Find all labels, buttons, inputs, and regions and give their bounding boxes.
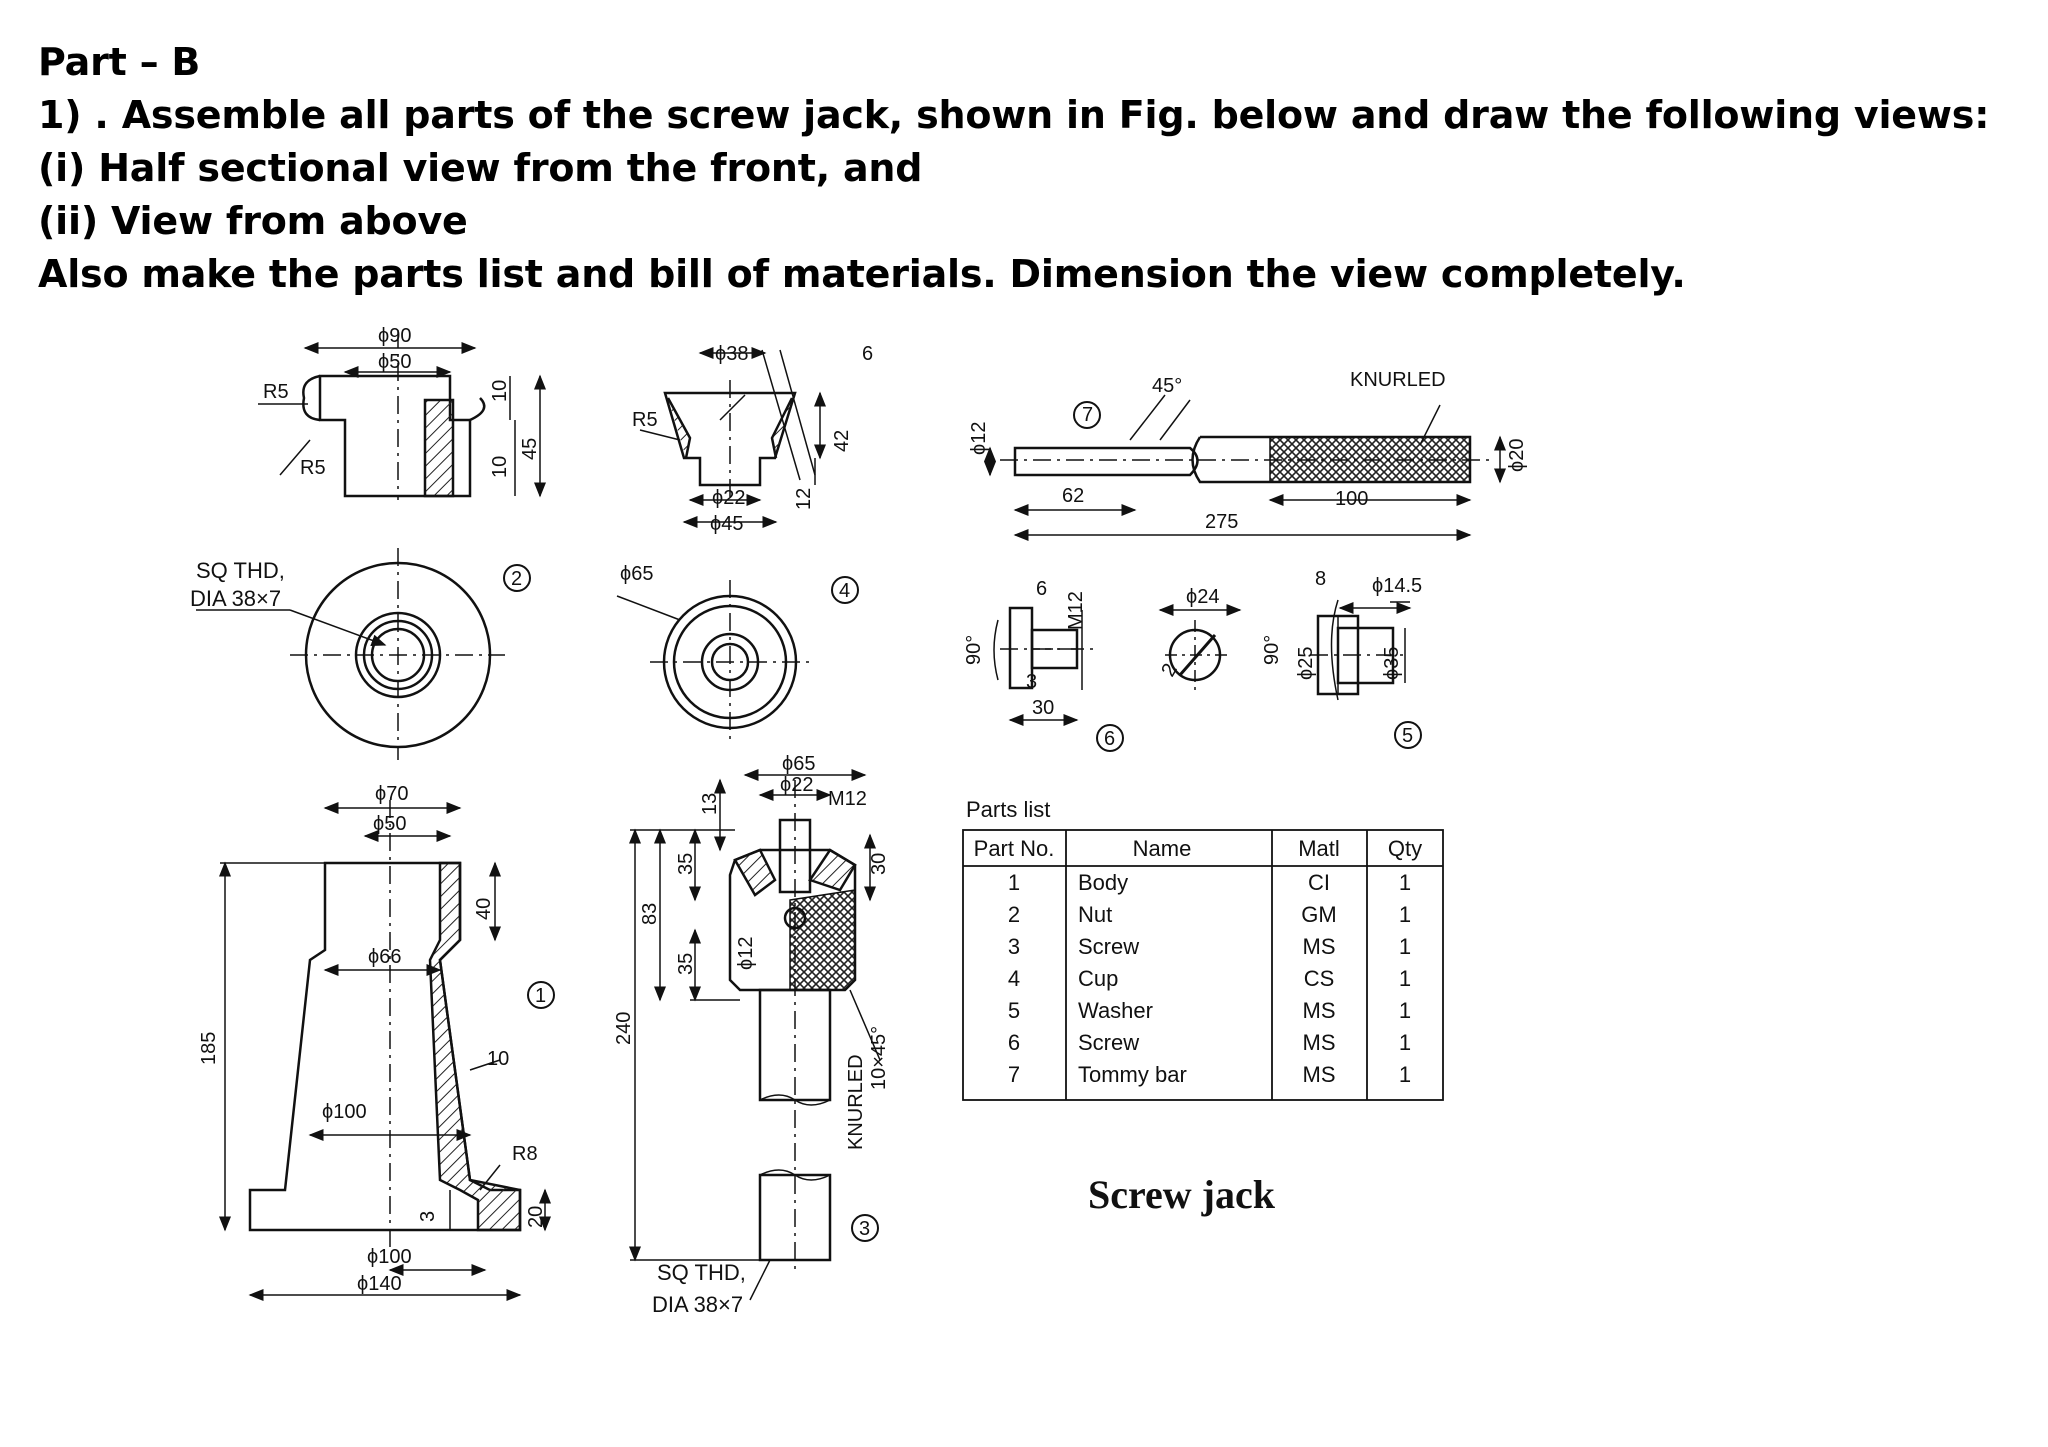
cell-matl: MS (1302, 998, 1336, 1023)
set-screw-labels (963, 578, 1219, 750)
screw6-dim-m12: M12 (1065, 591, 1087, 630)
cup-dim-h12: 12 (793, 487, 815, 510)
question-line-4: Also make the parts list and bill of materials. Dimension the view completely. (38, 252, 1686, 296)
part-number-4: 4 (839, 580, 851, 602)
cell-part-no: 3 (1007, 934, 1021, 959)
body-dim-h185: 185 (198, 1031, 220, 1065)
cell-name: Screw (1078, 934, 1140, 959)
table-row (1008, 902, 1411, 927)
body-dim-d50: ϕ50 (373, 813, 407, 835)
body-dim-t3: 3 (417, 1210, 439, 1222)
screw-dim-h240: 240 (613, 1011, 635, 1045)
bar-dim-l100: 100 (1335, 488, 1369, 510)
washer-dim-d25: ϕ25 (1295, 646, 1317, 680)
col-header-name: Name (1132, 836, 1192, 861)
cell-part-no: 4 (1007, 966, 1021, 991)
nut-dim-h45: 45 (519, 437, 541, 460)
nut-dim-h10a: 10 (489, 379, 511, 402)
cell-name: Nut (1078, 902, 1113, 927)
table-row (1008, 870, 1411, 895)
cell-matl: CI (1308, 870, 1330, 895)
part-heading: Part – B (38, 40, 201, 84)
screw-labels (613, 753, 890, 1317)
cell-qty: 1 (1398, 1062, 1412, 1087)
cell-matl: CS (1303, 966, 1335, 991)
bar-knurled-label: KNURLED (1350, 369, 1446, 391)
nut-dim-r5a: R5 (263, 381, 289, 403)
washer-dim-a90: 90° (1261, 634, 1283, 665)
cell-part-no: 6 (1007, 1030, 1021, 1055)
nut-dim-d50: ϕ50 (378, 351, 412, 373)
part-number-6: 6 (1104, 728, 1116, 750)
cell-name: Tommy bar (1078, 1062, 1187, 1087)
cell-qty: 1 (1398, 1030, 1412, 1055)
body-dim-d70: ϕ70 (375, 783, 409, 805)
part-number-1: 1 (535, 985, 547, 1007)
cup-dim-d65: ϕ65 (620, 563, 654, 585)
screw-thread-label-2: DIA 38×7 (652, 1292, 744, 1317)
screw6-dim-t3: 3 (1026, 671, 1038, 693)
nut-thread-label-2: DIA 38×7 (190, 586, 282, 611)
question-line-1: 1) . Assemble all parts of the screw jack, shown in Fig. below and draw the following views: (38, 93, 1990, 137)
screw-thread-label-1: SQ THD, (657, 1260, 746, 1285)
body-dim-d100b: ϕ100 (367, 1246, 412, 1268)
screw-dim-d65: ϕ65 (782, 753, 816, 775)
cup-labels (620, 343, 873, 602)
cup-dim-d22: ϕ22 (712, 487, 746, 509)
nut-dim-d90: ϕ90 (378, 325, 412, 347)
body-dim-d140: ϕ140 (357, 1273, 402, 1295)
col-header-part-no: Part No. (973, 836, 1055, 861)
bar-dim-d12: ϕ12 (968, 421, 990, 455)
nut-dim-h10b: 10 (489, 455, 511, 478)
cell-part-no: 1 (1007, 870, 1021, 895)
cell-matl: MS (1302, 1062, 1336, 1087)
screw-dim-h13: 13 (699, 792, 721, 815)
washer-dim-t8: 8 (1315, 568, 1327, 590)
cell-part-no: 5 (1007, 998, 1021, 1023)
bar-dim-d20: ϕ20 (1506, 438, 1528, 472)
bar-dim-l62: 62 (1062, 485, 1085, 507)
body-dim-h40: 40 (473, 897, 495, 920)
screw-dim-chamfer: 10×45° (868, 1025, 890, 1090)
question-line-3: (ii) View from above (38, 199, 468, 243)
question-line-2: (i) Half sectional view from the front, and (38, 146, 923, 190)
part-number-7: 7 (1082, 404, 1094, 426)
cup-dim-r5: R5 (632, 409, 658, 431)
table-row (1008, 1030, 1411, 1055)
table-row (1008, 1062, 1411, 1087)
cell-matl: GM (1301, 902, 1337, 927)
nut-dim-r5b: R5 (300, 457, 326, 479)
cup-dim-h42: 42 (831, 429, 853, 452)
tommy-bar-drawing (990, 395, 1500, 535)
screw-dim-h35b: 35 (675, 952, 697, 975)
screw-dim-m12: M12 (828, 788, 867, 810)
part-number-5: 5 (1402, 725, 1414, 747)
bar-dim-l275: 275 (1205, 511, 1239, 533)
figure-caption: Screw jack (1088, 1172, 1275, 1217)
parts-list (963, 797, 1443, 1100)
cell-qty: 1 (1398, 902, 1412, 927)
cell-part-no: 2 (1007, 902, 1021, 927)
cell-name: Cup (1078, 966, 1119, 991)
screw6-dim-d24: ϕ24 (1186, 586, 1220, 608)
screw-dim-h83: 83 (639, 902, 661, 925)
cell-qty: 1 (1398, 870, 1412, 895)
cell-name: Screw (1078, 1030, 1140, 1055)
cup-dim-d38: ϕ38 (715, 343, 749, 365)
washer-labels (1261, 568, 1422, 747)
cell-part-no: 7 (1007, 1062, 1021, 1087)
nut-thread-label-1: SQ THD, (196, 558, 285, 583)
part-number-2: 2 (511, 568, 523, 590)
table-row (1008, 998, 1411, 1023)
screw-dim-h30: 30 (868, 852, 890, 875)
cell-matl: MS (1302, 1030, 1336, 1055)
screw6-dim-l30: 30 (1032, 697, 1055, 719)
table-row (1008, 934, 1411, 959)
screw-dim-h35a: 35 (675, 852, 697, 875)
col-header-matl: Matl (1298, 836, 1340, 861)
cell-matl: MS (1302, 934, 1336, 959)
screw-drawing (630, 775, 880, 1300)
parts-list-title: Parts list (966, 797, 1051, 822)
body-dim-d66: ϕ66 (368, 946, 402, 968)
cell-qty: 1 (1398, 998, 1412, 1023)
bar-dim-angle: 45° (1152, 375, 1183, 397)
cell-qty: 1 (1398, 966, 1412, 991)
part-number-3: 3 (859, 1218, 871, 1240)
washer-dim-d35: ϕ35 (1381, 646, 1403, 680)
screw-knurled-label: KNURLED (845, 1054, 867, 1150)
body-dim-h20: 20 (525, 1205, 547, 1228)
washer-dim-d14: ϕ14.5 (1372, 575, 1423, 597)
screw-dim-d12: ϕ12 (735, 936, 757, 970)
screw-dim-d22: ϕ22 (780, 774, 814, 796)
col-header-qty: Qty (1387, 836, 1423, 861)
screw6-dim-t6: 6 (1036, 578, 1048, 600)
body-dim-r8: R8 (512, 1143, 538, 1165)
cell-name: Body (1078, 870, 1129, 895)
body-dim-d100a: ϕ100 (322, 1101, 367, 1123)
cup-dim-d45: ϕ45 (710, 513, 744, 535)
screw6-dim-t2: 2 (1157, 659, 1182, 681)
cell-qty: 1 (1398, 934, 1412, 959)
cell-name: Washer (1078, 998, 1153, 1023)
screw6-dim-a90: 90° (963, 634, 985, 665)
table-row (1008, 966, 1411, 991)
body-dim-t10: 10 (487, 1048, 510, 1070)
cup-dim-t6: 6 (862, 343, 874, 365)
